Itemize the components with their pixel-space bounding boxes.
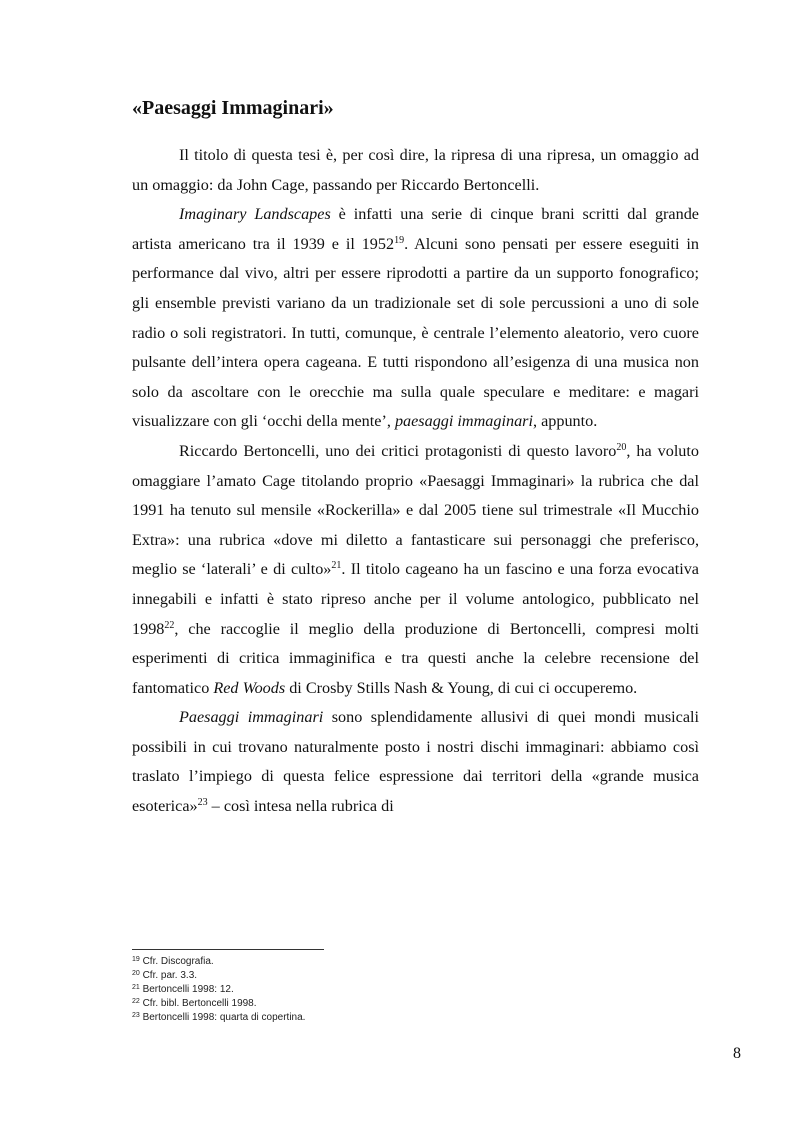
italic-title: Paesaggi immaginari	[179, 708, 324, 727]
body-text	[132, 141, 699, 822]
italic-title: Red Woods	[213, 678, 286, 697]
footnote-text: Bertoncelli 1998: 12.	[139, 984, 234, 995]
paragraph-text: . Alcuni sono pensati per essere eseguiti in performance dal vivo, altri per essere riprodotti a partire da un supporto fonografico; gli ensemble previsti variano da un tradizionale set di sole percussioni a uno di sole radio o soli registratori. In tutti, comunque, è centrale l’elemento aleatorio, vero cuore pulsante dell’intera opera cageana. E tutti rispondono all’esigenza di una musica non solo da ascoltare con le orecchie ma sulla quale speculare e meditare: e magari visualizzare con gli ‘occhi della mente’,	[132, 234, 699, 431]
page-number: 8	[733, 1045, 741, 1062]
footnote	[132, 997, 305, 1011]
footnote-separator	[132, 949, 324, 950]
footnote-ref[interactable]: 22	[164, 619, 175, 631]
paragraph-text: Riccardo Bertoncelli, uno dei critici protagonisti di questo lavoro	[179, 441, 617, 460]
paragraph-4	[132, 703, 699, 821]
footnote	[132, 983, 305, 997]
footnote	[132, 955, 305, 969]
paragraph-text: sono splendidamente allusivi di quei mondi musicali possibili in cui trovano naturalmente posto i nostri dischi immaginari: abbiamo così traslato l’impiego di questa felice espressione dai territori della «grande musica esoterica»	[132, 708, 700, 816]
footnote-number: 19	[132, 956, 140, 963]
footnote-text: Bertoncelli 1998: quarta di copertina.	[139, 1012, 306, 1023]
paragraph-3	[132, 437, 699, 703]
italic-phrase: paesaggi immaginari	[394, 412, 533, 431]
paragraph-text: – così intesa nella rubrica di	[207, 797, 394, 816]
footnote-text: Cfr. par. 3.3.	[139, 970, 198, 981]
footnote	[132, 1011, 305, 1025]
footnote-ref[interactable]: 19	[394, 234, 405, 246]
italic-title: Imaginary Landscapes	[179, 205, 331, 224]
paragraph-1	[132, 141, 699, 200]
footnote-text: Cfr. Discografia.	[139, 956, 214, 967]
footnote-number: 21	[132, 984, 140, 991]
footnote-number: 22	[132, 998, 140, 1005]
footnote	[132, 969, 305, 983]
footnote-number: 23	[132, 1012, 140, 1019]
paragraph-text: , ha voluto omaggiare l’amato Cage titolando proprio «Paesaggi Immaginari» la rubrica che dal 1991 ha tenuto sul mensile «Rockerilla» e dal 2005 tiene sul trimestrale «Il Mucchio Extra»: una rubrica «dove mi diletto a fantasticare sui personaggi che preferisco, meglio se ‘laterali’ e di culto»	[132, 441, 699, 579]
paragraph-text: , che raccoglie il meglio della produzione di Bertoncelli, compresi molti esperimenti di critica immaginifica e tra questi anche la celebre recensione del fantomatico	[132, 619, 699, 697]
paragraph-2	[132, 200, 699, 437]
section-heading: «Paesaggi Immaginari»	[132, 97, 334, 119]
footnotes	[132, 955, 305, 1025]
footnote-number: 20	[132, 970, 140, 977]
paragraph-text: . Il titolo cageano ha un fascino e una forza evocativa innegabili e infatti è stato ripreso anche per il volume antologico, pubblicato nel 1998	[132, 560, 699, 638]
paragraph-text: , appunto.	[532, 412, 598, 431]
footnote-ref[interactable]: 20	[616, 441, 627, 453]
footnote-text: Cfr. bibl. Bertoncelli 1998.	[139, 998, 257, 1009]
paragraph-text: Il titolo di questa tesi è, per così dire, la ripresa di una ripresa, un omaggio ad un omaggio: da John Cage, passando per Riccardo Bertoncelli.	[132, 146, 699, 194]
paragraph-text: di Crosby Stills Nash & Young, di cui ci occuperemo.	[285, 678, 638, 697]
footnote-ref[interactable]: 21	[331, 560, 342, 572]
footnote-ref[interactable]: 23	[197, 797, 208, 809]
paragraph-text: è infatti una serie di cinque brani scritti dal grande artista americano tra il 1939 e il 1952	[132, 205, 699, 253]
